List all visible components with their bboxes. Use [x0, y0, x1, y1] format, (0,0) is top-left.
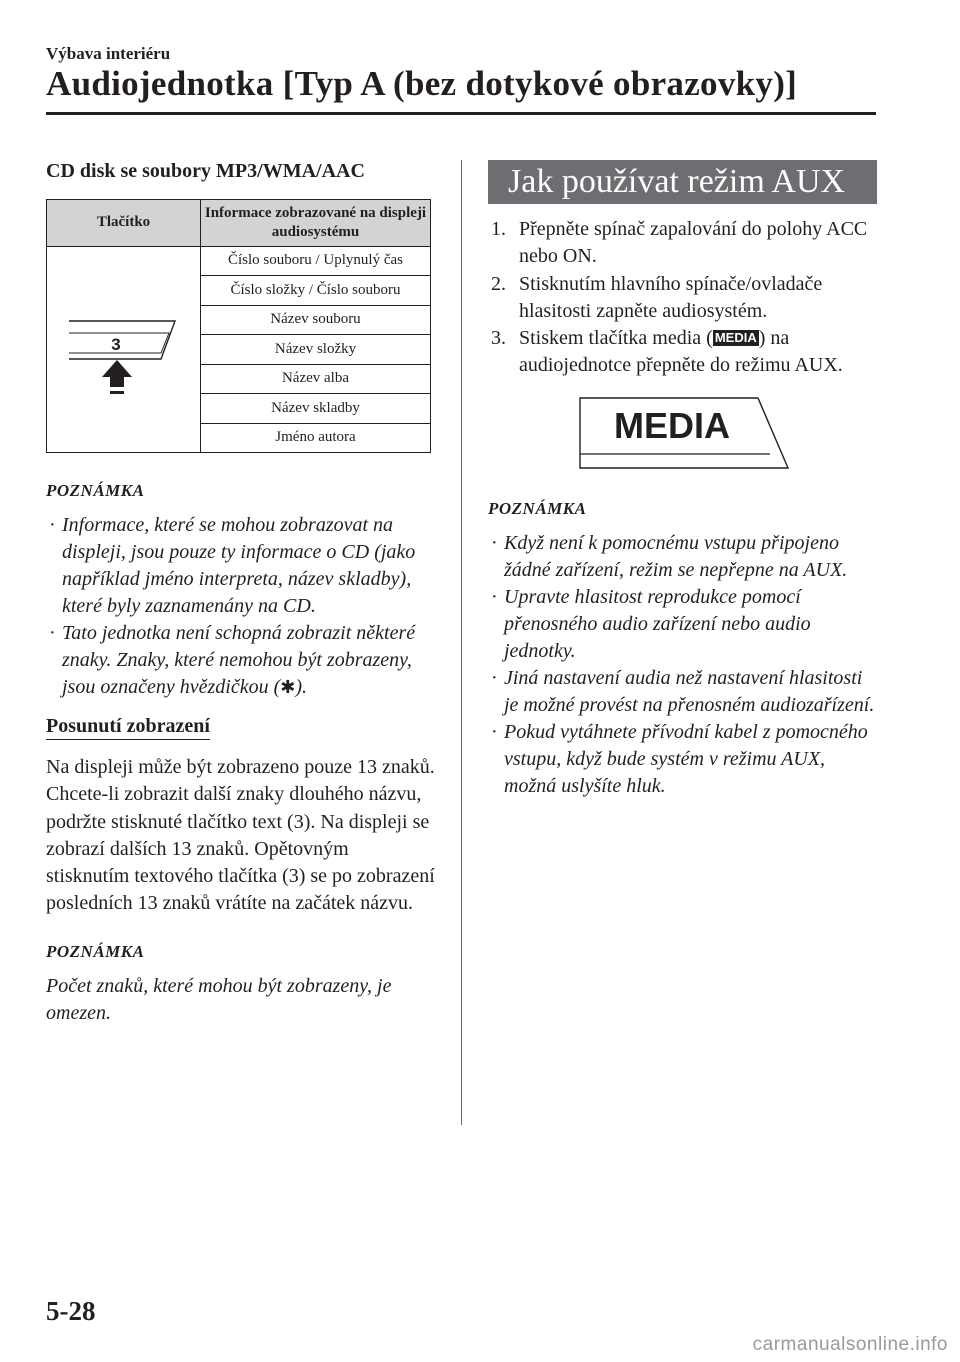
note-block — [488, 495, 878, 800]
table-cell: Název složky — [201, 335, 431, 365]
note-item — [488, 665, 878, 719]
note-text: Jiná nastavení audia než nastavení hlasitosti je možné provést na přenosném audiozařízení. — [504, 666, 875, 716]
page-title: Audiojednotka [Typ A (bez dotykové obrazovky)] — [46, 64, 798, 103]
title-divider — [46, 112, 876, 115]
step-number: 1. — [491, 218, 506, 240]
left-column — [46, 160, 436, 1027]
bullet-icon: · — [491, 666, 498, 689]
scroll-display-text: Na displeji může být zobrazeno pouze 13 znaků. Chcete-li zobrazit další znaky dlouhého názvu, podržte stisknuté tlačítko text (3). Na displeji se zobrazí dalších 13 znaků. Opětovným stisknutím textového tlačítka (3) se po zobrazení posledních 13 znaků vrátíte na začátek názvu. — [46, 756, 435, 915]
column-divider — [461, 160, 462, 1125]
note-item — [488, 719, 878, 800]
table-cell: Jméno autora — [201, 423, 431, 453]
note-title: POZNÁMKA — [488, 498, 587, 518]
aux-section-banner: Jak používat režim AUX — [488, 160, 877, 204]
table-row — [47, 246, 431, 276]
steps-list — [488, 216, 878, 380]
note-item — [46, 512, 436, 620]
step-item — [488, 271, 878, 326]
step-item — [488, 325, 878, 380]
note-item — [488, 530, 878, 584]
table-cell: Číslo souboru / Uplynulý čas — [201, 246, 431, 276]
display-info-table — [46, 199, 431, 453]
table-cell: Číslo složky / Číslo souboru — [201, 276, 431, 306]
media-button-label: MEDIA — [614, 404, 730, 446]
note-text: Informace, které se mohou zobrazovat na displeji, jsou pouze ty informace o CD (jako například jméno interpreta, název skladby), které byly zaznamenány na CD. — [62, 514, 416, 617]
col-header-button: Tlačítko — [47, 200, 201, 247]
right-column — [488, 160, 878, 800]
note-title: POZNÁMKA — [46, 481, 145, 500]
page-number: 5-28 — [46, 1296, 96, 1326]
watermark: carmanualsonline.info — [752, 1334, 948, 1355]
note-block — [46, 477, 436, 701]
bullet-icon: · — [49, 622, 56, 644]
table-cell: Název souboru — [201, 305, 431, 335]
bullet-icon: · — [491, 720, 498, 743]
step-text: Stiskem tlačítka media ( — [519, 327, 713, 350]
text-button-press-icon — [49, 287, 199, 407]
section-label: Výbava interiéru — [46, 44, 171, 63]
bullet-icon: · — [49, 514, 56, 536]
note-text: Pokud vytáhnete přívodní kabel z pomocného vstupu, když bude systém v režimu AUX, možná uslyšíte hluk. — [504, 720, 868, 797]
table-cell: Název skladby — [201, 394, 431, 424]
note-text-end: ). — [295, 676, 308, 698]
media-inline-icon: MEDIA — [714, 330, 757, 346]
bullet-icon: · — [491, 531, 498, 554]
step-item — [488, 216, 878, 271]
note-text: Upravte hlasitost reprodukce pomocí přenosného audio zařízení nebo audio jednotky. — [504, 585, 811, 662]
note-text: Tato jednotka není schopná zobrazit některé znaky. Znaky, které nemohou být zobrazeny, jsou označeny hvězdičkou ( — [62, 622, 416, 698]
note-text: Počet znaků, které mohou být zobrazeny, je omezen. — [46, 974, 392, 1024]
step-text-after: ) na audiojednotce přepněte do režimu AUX. — [519, 327, 843, 377]
note-block — [46, 938, 436, 1027]
table-cell: Název alba — [201, 364, 431, 394]
media-button-icon — [574, 394, 794, 474]
table-header-row — [47, 200, 431, 247]
bullet-icon: · — [491, 585, 498, 608]
cd-heading: CD disk se soubory MP3/WMA/AAC — [46, 160, 365, 182]
note-item — [488, 584, 878, 665]
note-item — [46, 620, 436, 701]
button-illustration-cell — [47, 246, 201, 453]
asterisk-star-icon: ✱ — [280, 677, 296, 697]
note-text: Když není k pomocnému vstupu připojeno žádné zařízení, režim se nepřepne na AUX. — [504, 531, 848, 581]
scroll-display-heading: Posunutí zobrazení — [46, 715, 210, 740]
button-number-label: 3 — [110, 334, 121, 354]
note-title: POZNÁMKA — [46, 941, 145, 961]
col-header-info: Informace zobrazované na displeji audiosystému — [201, 200, 431, 247]
step-text: Přepněte spínač zapalování do polohy ACC nebo ON. — [519, 218, 868, 268]
step-text: Stisknutím hlavního spínače/ovladače hlasitosti zapněte audiosystém. — [519, 272, 823, 322]
step-number: 2. — [491, 272, 506, 295]
step-number: 3. — [491, 327, 506, 350]
